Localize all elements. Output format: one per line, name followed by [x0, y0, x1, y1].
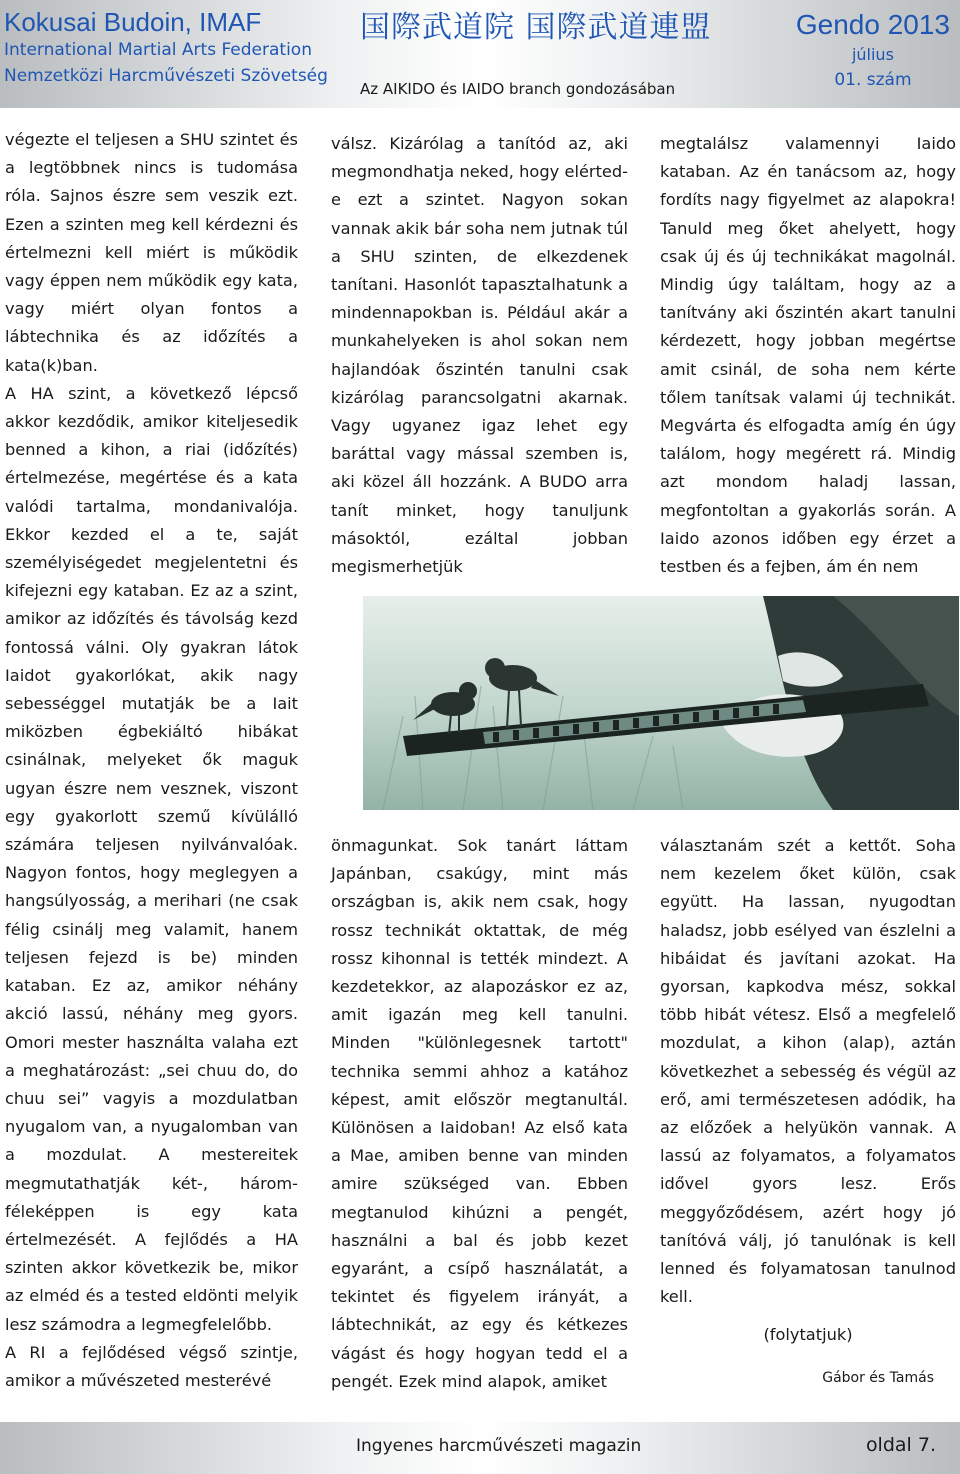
- paragraph: önmagunkat. Sok tanárt láttam Japánban, csakúgy, mint más országban is, akik nem csak, hogy rossz technikát oktattak, de még rossz kihonnal is tették mindezt. A kezdetekkor, az alapozáskor ez az, amit igazán meg kell tanulni. Minden "különlegesnek tartott" technika semmi ahhoz a katához képest, amit először megtanultál. Különösen a Iaidoban! Az első kata a Mae, amiben benne van minden amire szükséged van. Ebben megtanulod kihúzni a pengét, használni a bal és jobb kezet egyaránt, a csípő használatát, a tekintet és figyelem irányát, a lábtechnikát, az egy és kétkezes vágást és hogy hogyan tedd el a pengét. Ezek mind alapok, amiket: [331, 836, 628, 1391]
- issue-year: Gendo 2013: [795, 9, 950, 40]
- issue-month: július: [851, 45, 894, 64]
- page-header: [0, 0, 960, 108]
- author-signature: Gábor és Tamás: [822, 1369, 934, 1386]
- kanji-title: 国際武道院 国際武道連盟: [360, 10, 712, 45]
- issue-block: [796, 6, 950, 94]
- paragraph: A RI a fejlődésed végső szintje, amikor a művészeted mesterévé: [5, 1342, 298, 1390]
- article-column-4: [331, 832, 628, 1396]
- birds-on-katana-photo: [363, 596, 959, 810]
- paragraph: megtalálsz valamennyi Iaido kataban. Az én tanácsom az, hogy fordíts nagy figyelmet az alapokra! Tanuld meg őket ahelyett, hogy csak új és új technikákat magolnál. Mindig úgy találtam, hogy az a tanítvány aki őszintén akart tanulni kérdezett, hogy jobban megértse amit csinál, de soha nem kérte tőlem tanítsak valami új technikát. Megvárta és elfogadta amíg én úgy találom, hogy megérett rá. Mindig azt mondom haladj lassan, megfontoltan a gyakorlás során. A Iaido azonos időben egy érzet a testben és a fejben, ám én nem: [660, 134, 956, 577]
- paragraph: válsz. Kizárólag a tanítód az, aki megmondhatja neked, hogy elérted-e ezt a szintet. Nagyon sokan vannak akik bár soha nem jutnak túl a SHU szinten, de elkezdenek tanítani. Hasonlót tapasztalhatunk a mindennapokban is. Például akár a munkahelyeken is ahol sokan nem hajlandóak őszintén tanulni csak kizárólag parancsolgatni akarnak. Vagy ugyanez igaz lehet egy baráttal vagy mással szemben is, aki közel áll hozzánk. A BUDO arra tanít minket, hogy tanuljunk másoktól, ezáltal jobban megismerhetjük: [331, 134, 628, 577]
- page-footer: [0, 1422, 960, 1474]
- branch-note: Az AIKIDO és IAIDO branch gondozásában: [360, 80, 676, 98]
- paragraph: A HA szint, a következő lépcső akkor kezdődik, amikor kiteljesedik benned a kihon, a riai (időzítés) értelmezése, megértése és a kata valódi tartalma, mondanivalója. Ekkor kezded el a te, saját személyiségedet megjelentetni és kifejezni egy kataban. Ez az a szint, amikor az időzítés és távolság kezd fontossá válni. Oly gyakran látok Iaidot gyakorlókat, akik nagy sebességgel mutatják be a Iait miközben égbekiáltó hibákat csinálnak, melyeket ők maguk ugyan észre nem vesznek, viszont egy gyakorlott szemű kívülálló számára teljesen nyilvánvalóak. Nagyon fontos, hogy meglegyen a hangsúlyosság, a merihari (ne csak félig csinálj meg valamit, hanem teljesen fejezd is be) minden kataban. Ez az, amikor néhány akció lassú, néhány meg gyors. Omori mester használta valaha ezt a meghatározást: „sei chuu do, do chuu sei” vagyis a mozdulatban nyugalom van, a nyugalomban van a mozdulat. A mestereitek megmutathatják két-, három-féleképpen is egy kata értelmezését. A fejlődés a HA szinten akkor következik be, mikor az elméd és a tested eldönti melyik lesz számodra a legmegfelelőbb.: [5, 383, 298, 1334]
- magazine-name: Ingyenes harcművészeti magazin: [356, 1436, 642, 1456]
- photo-illustration: [363, 596, 959, 810]
- issue-number: 01. szám: [834, 70, 912, 90]
- continued-note: (folytatjuk): [763, 1325, 853, 1345]
- federation-block: [4, 6, 328, 90]
- federation-subtitle-hu: Nemzetközi Harcművészeti Szövetség: [4, 66, 328, 86]
- kanji-block: [360, 8, 760, 98]
- article-column-1: [5, 126, 298, 1395]
- federation-title: Kokusai Budoin, IMAF: [4, 7, 262, 37]
- article-column-5: [660, 832, 956, 1392]
- article-column-3: [660, 130, 956, 581]
- paragraph: választanám szét a kettőt. Soha nem kezelem őket külön, csak együtt. Ha lassan, nyugodtan haladsz, jobb esélyed van észlelni a hibáidat és javítani azokat. Ha gyorsan, kapkodva mész, sokkal több hibát vétesz. Első a megfelelő mozdulat, a kihon (alap), aztán következhet a sebesség és végül az erő, ami természetesen adódik, ha az előzőek a helyükön vannak. A lassú az folyamatos, a folyamatos idővel gyors lesz. Erős meggyőződésem, azért hogy jó tanítóvá válj, jó tanulónak is kell lenned és folyamatosan tanulnod kell.: [660, 836, 956, 1307]
- page-number: oldal 7.: [865, 1434, 936, 1456]
- federation-subtitle-en: International Martial Arts Federation: [4, 40, 312, 60]
- article-column-2: [331, 130, 628, 581]
- paragraph: végezte el teljesen a SHU szintet és a legtöbbnek nincs is tudomása róla. Sajnos észre sem veszik ezt. Ezen a szinten meg kell kérdezni és értelmezni kell miért is működik vagy éppen nem működik egy kata, vagy miért olyan fontos a lábtechnika és az időzítés a kata(k)ban.: [5, 130, 298, 375]
